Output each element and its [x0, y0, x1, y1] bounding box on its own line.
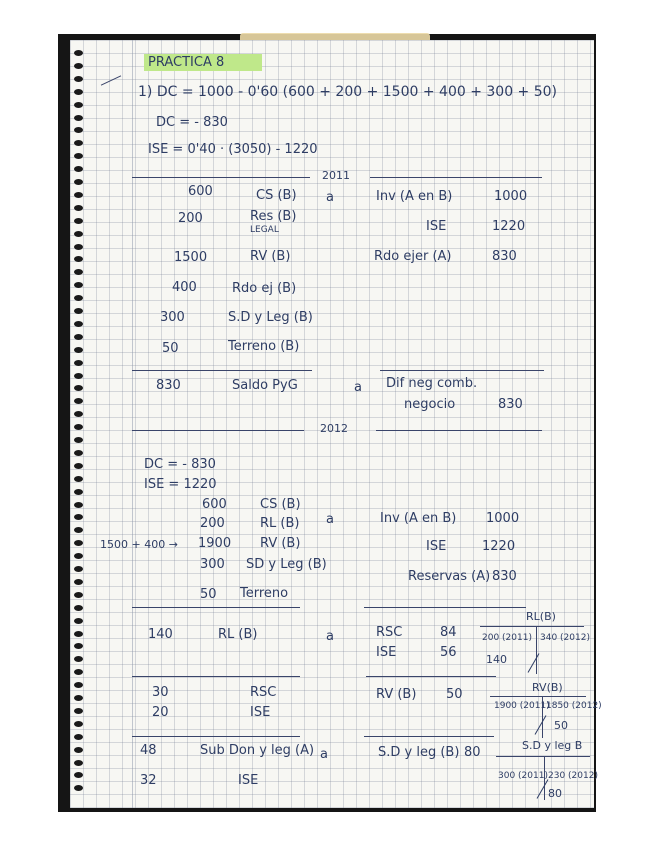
divider-entry6-right: [364, 736, 494, 737]
entry5-debit-amount: 20: [152, 705, 169, 720]
t-account-rl-strike: [528, 653, 540, 673]
spiral-hole: [74, 566, 83, 572]
spiral-hole: [74, 347, 83, 353]
t-account-rl-stem: [536, 626, 537, 674]
spiral-hole: [74, 708, 83, 714]
divider-left-2012: [132, 430, 304, 431]
spiral-hole: [74, 295, 83, 301]
entry4-a: a: [326, 629, 334, 644]
entry1-debit-account: Terreno (B): [228, 339, 300, 354]
entry5-debit-account: RSC: [250, 685, 277, 700]
spiral-hole: [74, 360, 83, 366]
t-account-rv-right: 1850 (2012): [546, 701, 602, 711]
spiral-hole: [74, 50, 83, 56]
entry6-credit-amount: 80: [464, 745, 481, 760]
entry1-credit-account: Rdo ejer (A): [374, 249, 452, 264]
entry1-debit-amount: 1500: [174, 250, 208, 265]
entry4-debit-account: RL (B): [218, 627, 258, 642]
entry5-credit-account: RV (B): [376, 687, 417, 702]
entry3-debit-amount: 200: [200, 516, 225, 531]
year-2012: 2012: [320, 422, 348, 435]
entry1-debit-account: S.D y Leg (B): [228, 310, 313, 325]
spiral-hole: [74, 63, 83, 69]
entry1-a: a: [326, 190, 334, 205]
entry3-credit-amount: 1000: [486, 511, 520, 526]
entry3-credit-account: ISE: [426, 539, 447, 554]
entry2-credit-amount: 830: [498, 397, 523, 412]
spiral-hole: [74, 102, 83, 108]
spiral-hole: [74, 437, 83, 443]
spiral-hole: [74, 605, 83, 611]
entry1-debit-amount: 600: [188, 184, 213, 199]
entry1-debit-amount: 400: [172, 280, 197, 295]
spiral-holes: [74, 50, 86, 800]
divider-entry4-right: [364, 607, 526, 608]
entry3-debit-account: RV (B): [260, 536, 301, 551]
entry6-debit-account: Sub Don y leg (A): [200, 743, 315, 758]
divider-entry2-left: [132, 370, 312, 371]
spiral-hole: [74, 244, 83, 250]
spiral-hole: [74, 695, 83, 701]
t-account-rv-left: 1900 (2011): [494, 701, 550, 711]
entry1-credit-amount: 1000: [494, 189, 528, 204]
entry3-credit-account: Reservas (A): [408, 569, 491, 584]
entry5-debit-amount: 30: [152, 685, 169, 700]
t-account-sd-strike: [537, 779, 549, 799]
spiral-hole: [74, 734, 83, 740]
divider-entry2-right: [380, 370, 544, 371]
spiral-hole: [74, 89, 83, 95]
t-account-rl-left2: 140: [486, 653, 507, 666]
year-2011: 2011: [322, 169, 350, 182]
title-tick: [101, 75, 121, 85]
t-account-sd-title: S.D y leg B: [522, 739, 583, 752]
entry3-debit-amount: 600: [202, 497, 227, 512]
t-account-rl-right: 340 (2012): [540, 633, 590, 643]
entry6-credit-account: S.D y leg (B): [378, 745, 460, 760]
t-account-rv-bar: [490, 696, 586, 697]
t-account-rv-strike: [535, 715, 547, 735]
entry4-credit-account: ISE: [376, 645, 397, 660]
t-account-sd-right: 230 (2012): [548, 771, 598, 781]
spiral-hole: [74, 631, 83, 637]
spiral-hole: [74, 747, 83, 753]
entry1-debit-amount: 300: [160, 310, 185, 325]
entry1-credit-account: ISE: [426, 219, 447, 234]
spiral-hole: [74, 424, 83, 430]
entry1-credit-amount: 1220: [492, 219, 526, 234]
spiral-hole: [74, 179, 83, 185]
entry3-side-note: 1500 + 400 →: [100, 538, 178, 551]
entry6-debit-amount: 48: [140, 743, 157, 758]
entry3-debit-amount: 50: [200, 587, 217, 602]
entry3-ise: ISE = 1220: [144, 477, 217, 492]
spiral-hole: [74, 656, 83, 662]
entry1-debit-account: CS (B): [256, 188, 297, 203]
entry1-debit-account: Rdo ej (B): [232, 281, 297, 296]
entry6-a: a: [320, 747, 328, 762]
spiral-hole: [74, 398, 83, 404]
spiral-hole: [74, 579, 83, 585]
margin-line: [132, 40, 133, 808]
entry6-debit-account: ISE: [238, 773, 259, 788]
entry5-debit-account: ISE: [250, 705, 271, 720]
t-account-sd-right2: 80: [548, 787, 562, 800]
entry1-debit-sublabel: LEGAL: [250, 225, 279, 235]
spiral-hole: [74, 218, 83, 224]
spiral-hole: [74, 76, 83, 82]
t-account-rl-title: RL(B): [526, 610, 556, 623]
entry3-debit-account: SD y Leg (B): [246, 557, 327, 572]
spiral-hole: [74, 140, 83, 146]
spiral-hole: [74, 643, 83, 649]
equation-dc: 1) DC = 1000 - 0'60 (600 + 200 + 1500 + 400 + 300 + 50): [138, 84, 558, 100]
entry3-debit-amount: 1900: [198, 536, 232, 551]
entry3-debit-account: RL (B): [260, 516, 300, 531]
entry3-a: a: [326, 512, 334, 527]
divider-right-2012: [376, 430, 542, 431]
spiral-hole: [74, 592, 83, 598]
entry1-debit-account: RV (B): [250, 249, 291, 264]
spiral-hole: [74, 476, 83, 482]
spiral-hole: [74, 373, 83, 379]
entry2-credit-account: Dif neg comb.: [386, 376, 478, 391]
entry3-debit-account: CS (B): [260, 497, 301, 512]
entry4-credit-amount: 84: [440, 625, 457, 640]
t-account-sd-bar: [496, 756, 590, 757]
divider-entry5-right: [366, 676, 496, 677]
entry1-credit-account: Inv (A en B): [376, 189, 453, 204]
entry1-credit-amount: 830: [492, 249, 517, 264]
spiral-hole: [74, 489, 83, 495]
notebook-page: [70, 40, 602, 808]
entry2-credit-account2: negocio: [404, 397, 456, 412]
entry3-credit-account: Inv (A en B): [380, 511, 457, 526]
spiral-hole: [74, 192, 83, 198]
spiral-hole: [74, 256, 83, 262]
divider-entry4-left: [132, 607, 300, 608]
entry2-a: a: [354, 380, 362, 395]
spiral-hole: [74, 540, 83, 546]
spiral-hole: [74, 527, 83, 533]
spiral-hole: [74, 153, 83, 159]
t-account-sd-left: 300 (2011): [498, 771, 548, 781]
page-title: PRACTICA 8: [148, 55, 225, 70]
entry5-credit-amount: 50: [446, 687, 463, 702]
spiral-hole: [74, 166, 83, 172]
entry4-credit-amount: 56: [440, 645, 457, 660]
spiral-hole: [74, 282, 83, 288]
spiral-hole: [74, 450, 83, 456]
entry3-dc: DC = - 830: [144, 457, 216, 472]
t-account-rv-right2: 50: [554, 719, 568, 732]
entry1-debit-amount: 200: [178, 211, 203, 226]
spiral-hole: [74, 231, 83, 237]
spiral-hole: [74, 321, 83, 327]
spiral-hole: [74, 785, 83, 791]
spiral-hole: [74, 721, 83, 727]
equation-ise: ISE = 0'40 · (3050) - 1220: [148, 142, 318, 157]
entry1-debit-amount: 50: [162, 341, 179, 356]
spiral-hole: [74, 553, 83, 559]
spiral-hole: [74, 772, 83, 778]
spiral-hole: [74, 385, 83, 391]
divider-left-2011: [132, 177, 310, 178]
spiral-hole: [74, 411, 83, 417]
equation-dc-result: DC = - 830: [156, 115, 228, 130]
entry3-debit-amount: 300: [200, 557, 225, 572]
spiral-hole: [74, 682, 83, 688]
spiral-hole: [74, 502, 83, 508]
spiral-hole: [74, 308, 83, 314]
spiral-hole: [74, 205, 83, 211]
t-account-rv-title: RV(B): [532, 681, 563, 694]
spiral-hole: [74, 115, 83, 121]
entry4-debit-amount: 140: [148, 627, 173, 642]
entry3-credit-amount: 830: [492, 569, 517, 584]
t-account-rl-bar: [480, 626, 584, 627]
spiral-hole: [74, 127, 83, 133]
entry3-debit-account: Terreno: [240, 586, 289, 601]
entry2-debit-amount: 830: [156, 378, 181, 393]
spiral-hole: [74, 463, 83, 469]
divider-entry6-left: [132, 736, 300, 737]
spiral-hole: [74, 269, 83, 275]
entry1-debit-account: Res (B): [250, 209, 297, 224]
entry2-debit-account: Saldo PyG: [232, 378, 298, 393]
spiral-hole: [74, 334, 83, 340]
spiral-hole: [74, 760, 83, 766]
spiral-hole: [74, 669, 83, 675]
entry4-credit-account: RSC: [376, 625, 403, 640]
spiral-hole: [74, 618, 83, 624]
entry3-credit-amount: 1220: [482, 539, 516, 554]
t-account-rl-left: 200 (2011): [482, 633, 532, 643]
divider-right-2011: [370, 177, 542, 178]
spiral-hole: [74, 514, 83, 520]
entry6-debit-amount: 32: [140, 773, 157, 788]
divider-entry5-left: [132, 676, 300, 677]
